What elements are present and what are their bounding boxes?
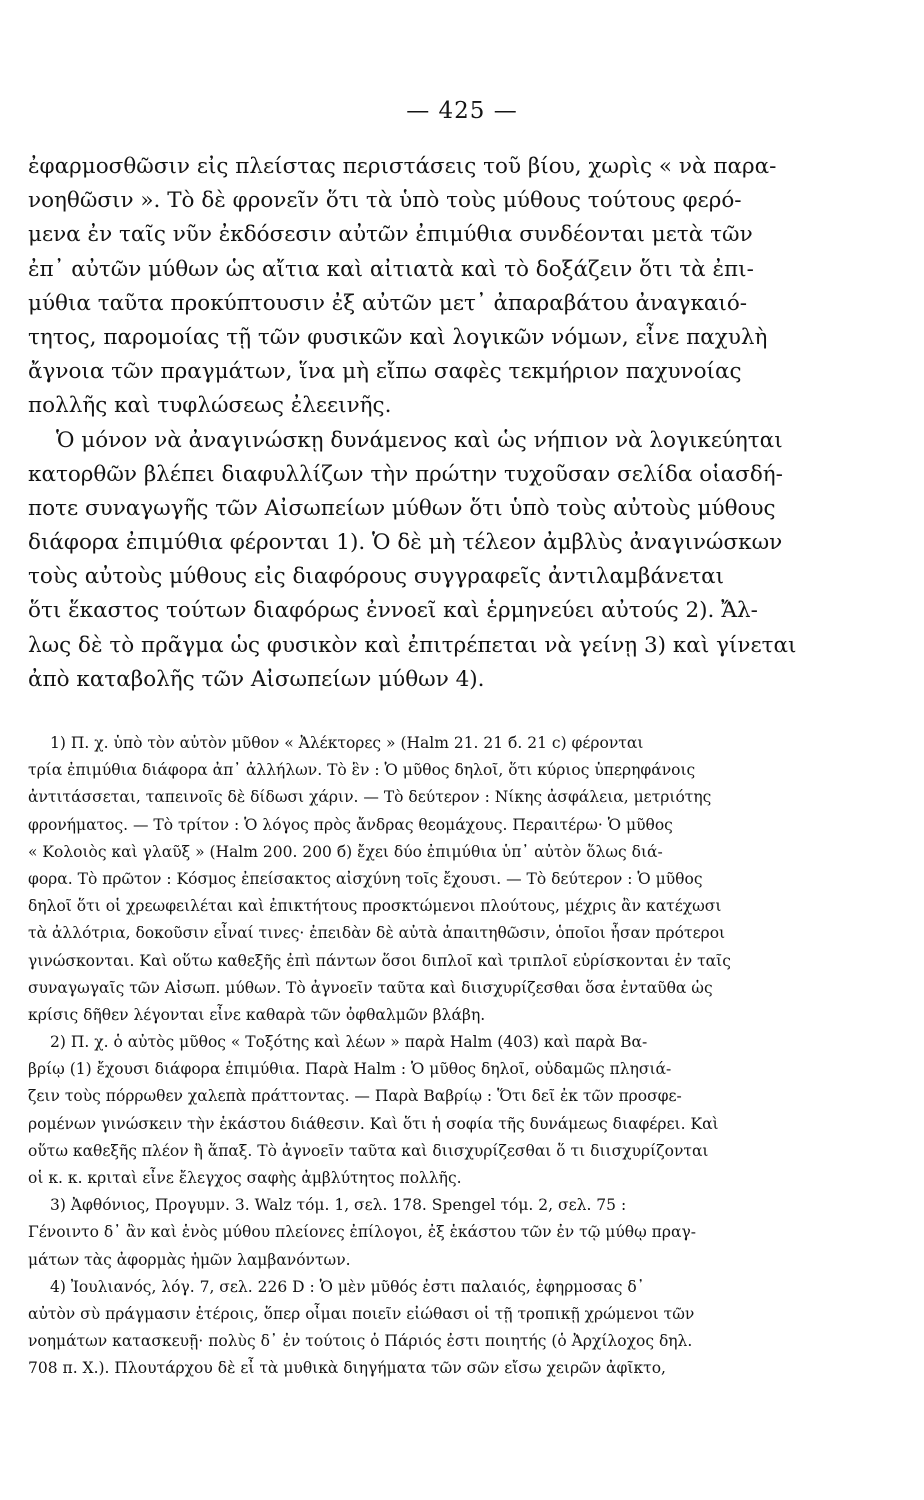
text-line: τητος, παρομοίας τῇ τῶν φυσικῶν καὶ λογικῶν νόμων, εἶνε παχυλὴ [28, 324, 768, 350]
footnote-line: φορα. Τὸ πρῶτον : Κόσμος ἐπείσακτος αἰσχύνη τοῖς ἔχουσι. — Τὸ δεύτερον : Ὁ μῦθος [28, 869, 703, 888]
footnote-line: νοημάτων κατασκευῇ· πολὺς δ᾽ ἐν τούτοις ὁ Πάριός ἐστι ποιητής (ὁ Ἀρχίλοχος δηλ. [28, 1332, 693, 1351]
footnote-line: « Κολοιὸς καὶ γλαῦξ » (Halm 200. 200 б) ἔχει δύο ἐπιμύθια ὑπ᾽ αὐτὸν ὅλως διά- [28, 842, 663, 861]
text-line: ἀπὸ καταβολῆς τῶν Αἰσωπείων μύθων 4). [28, 666, 485, 692]
footnote-line: οὕτω καθεξῆς πλέον ἢ ἅπαξ. Τὸ ἀγνοεῖν ταῦτα καὶ διισχυρίζεσθαι ὅ τι διισχυρίζονται [28, 1141, 709, 1160]
footnote-line: 708 π. Χ.). Πλουτάρχου δὲ εἶ τὰ μυθικὰ διηγήματα τῶν σῶν εἴσω χειρῶν ἀφῖκτο, [28, 1359, 666, 1378]
text-line: λως δὲ τὸ πρᾶγμα ὡς φυσικὸν καὶ ἐπιτρέπεται νὰ γείνῃ 3) καὶ γίνεται [28, 632, 797, 658]
text-line: ἐφαρμοσθῶσιν εἰς πλείστας περιστάσεις τοῦ βίου, χωρὶς « νὰ παρα- [28, 154, 777, 179]
footnote-line: Γένοιντο δ᾽ ἂν καὶ ἑνὸς μύθου πλείονες ἐπίλογοι, ἐξ ἑκάστου τῶν ἐν τῷ μύθῳ πραγ- [28, 1223, 696, 1242]
footnote-line: οἱ κ. κ. κριταὶ εἶνε ἔλεγχος σαφὴς ἀμβλύτητος πολλῆς. [28, 1169, 462, 1187]
text-line: μύθια ταῦτα προκύπτουσιν ἐξ αὐτῶν μετ᾽ ἀπαραβάτου ἀναγκαιό- [28, 290, 748, 316]
text-line: κατορθῶν βλέπει διαφυλλίζων τὴν πρώτην τυχοῦσαν σελίδα οἱασδή- [28, 461, 783, 487]
footnote-line: 4) Ἰουλιανός, λόγ. 7, σελ. 226 D : Ὁ μὲν μῦθός ἐστι παλαιός, ἐφηρμοσας δ᾽ [50, 1277, 645, 1296]
text-line: διάφορα ἐπιμύθια φέρονται 1). Ὁ δὲ μὴ τέλεον ἀμβλὺς ἀναγινώσκων [28, 530, 783, 556]
text-line: μενα ἐν ταῖς νῦν ἐκδόσεσιν αὐτῶν ἐπιμύθια συνδέονται μετὰ τῶν [28, 222, 753, 248]
footnote-line: βρίῳ (1) ἔχουσι διάφορα ἐπιμύθια. Παρὰ Halm : Ὁ μῦθος δηλοῖ, οὐδαμῶς πλησιά- [28, 1060, 672, 1079]
footnote-line: κρίσις δῆθεν λέγονται εἶνε καθαρὰ τῶν ὀφθαλμῶν βλάβη. [28, 1005, 486, 1024]
footnote-line: φρονήματος. — Τὸ τρίτον : Ὁ λόγος πρὸς ἄνδρας θεομάχους. Περαιτέρω· Ὁ μῦθος [28, 815, 673, 834]
main-text [28, 150, 890, 697]
footnote-line: τὰ ἀλλότρια, δοκοῦσιν εἶναί τινες· ἐπειδὰν δὲ αὐτὰ ἀπαιτηθῶσιν, ὁποῖοι ἦσαν πρότεροι [28, 924, 726, 943]
page-number: — 425 — [406, 98, 518, 124]
text-line: ὅτι ἕκαστος τούτων διαφόρως ἐννοεῖ καὶ ἑρμηνεύει αὐτούς 2). Ἄλ- [28, 598, 758, 624]
text-line: νοηθῶσιν ». Τὸ δὲ φρονεῖν ὅτι τὰ ὑπὸ τοὺς μύθους τούτους φερό- [28, 188, 742, 214]
text-line: ποτε συναγωγῆς τῶν Αἰσωπείων μύθων ὅτι ὑπὸ τοὺς αὐτοὺς μύθους [28, 495, 776, 521]
footnote-line: μάτων τὰς ἀφορμὰς ἡμῶν λαμβανόντων. [28, 1250, 351, 1269]
footnotes [28, 730, 902, 1383]
text-line: Ὁ μόνον νὰ ἀναγινώσκῃ δυνάμενος καὶ ὡς νήπιον νὰ λογικεύηται [56, 427, 783, 453]
text-line: ἄγνοια τῶν πραγμάτων, ἵνα μὴ εἴπω σαφὲς τεκμήριον παχυνοίας [28, 359, 742, 385]
text-line: τοὺς αὐτοὺς μύθους εἰς διαφόρους συγγραφεῖς ἀντιλαμβάνεται [28, 564, 725, 590]
footnote-line: αὐτὸν σὺ πράγμασιν ἑτέροις, ὅπερ οἶμαι ποιεῖν εἰώθασι οἱ τῇ τροπικῇ χρώμενοι τῶν [28, 1304, 695, 1323]
footnote-line: ἀντιτάσσεται, ταπεινοῖς δὲ δίδωσι χάριν. — Τὸ δεύτερον : Νίκης ἀσφάλεια, μετριότης [28, 788, 712, 807]
footnote-line: τρία ἐπιμύθια διάφορα ἀπ᾽ ἀλλήλων. Τὸ ἓν : Ὁ μῦθος δηλοῖ, ὅτι κύριος ὑπερηφάνοις [28, 761, 696, 780]
footnote-line: 2) Π. χ. ὁ αὐτὸς μῦθος « Τοξότης καὶ λέων » παρὰ Halm (403) καὶ παρὰ Βα- [50, 1033, 648, 1052]
footnote-line: ζειν τοὺς πόρρωθεν χαλεπὰ πράττοντας. — Παρὰ Βαβρίῳ : Ὅτι δεῖ ἐκ τῶν προσφε- [28, 1087, 682, 1106]
text-line: πολλῆς καὶ τυφλώσεως ἐλεεινῆς. [28, 393, 392, 419]
footnote-line: δηλοῖ ὅτι οἱ χρεωφειλέται καὶ ἐπικτήτους προσκτώμενοι πλούτους, μέχρις ἂν κατέχωσι [28, 897, 722, 916]
footnote-line: συναγωγαῖς τῶν Αἰσωπ. μύθων. Τὸ ἀγνοεῖν ταῦτα καὶ διισχυρίζεσθαι ὅσα ἐνταῦθα ὡς [28, 978, 713, 997]
footnote-line: 3) Ἀφθόνιος, Προγυμν. 3. Walz τόμ. 1, σελ. 178. Spengel τόμ. 2, σελ. 75 : [50, 1196, 627, 1215]
footnote-line: 1) Π. χ. ὑπὸ τὸν αὐτὸν μῦθον « Ἀλέκτορες » (Halm 21. 21 б. 21 c) φέρονται [50, 734, 644, 752]
footnote-line: γινώσκονται. Καὶ οὕτω καθεξῆς ἐπὶ πάντων ὅσοι διπλοῖ καὶ τριπλοῖ εὑρίσκονται ἐν ταῖς [28, 951, 731, 970]
text-line: ἐπ᾽ αὐτῶν μύθων ὡς αἴτια καὶ αἰτιατὰ καὶ τὸ δοξάζειν ὅτι τὰ ἐπι- [28, 256, 754, 282]
footnote-line: ρομένων γινώσκειν τὴν ἑκάστου διάθεσιν. Καὶ ὅτι ἡ σοφία τῆς δυνάμεως διαφέρει. Καὶ [28, 1114, 719, 1133]
